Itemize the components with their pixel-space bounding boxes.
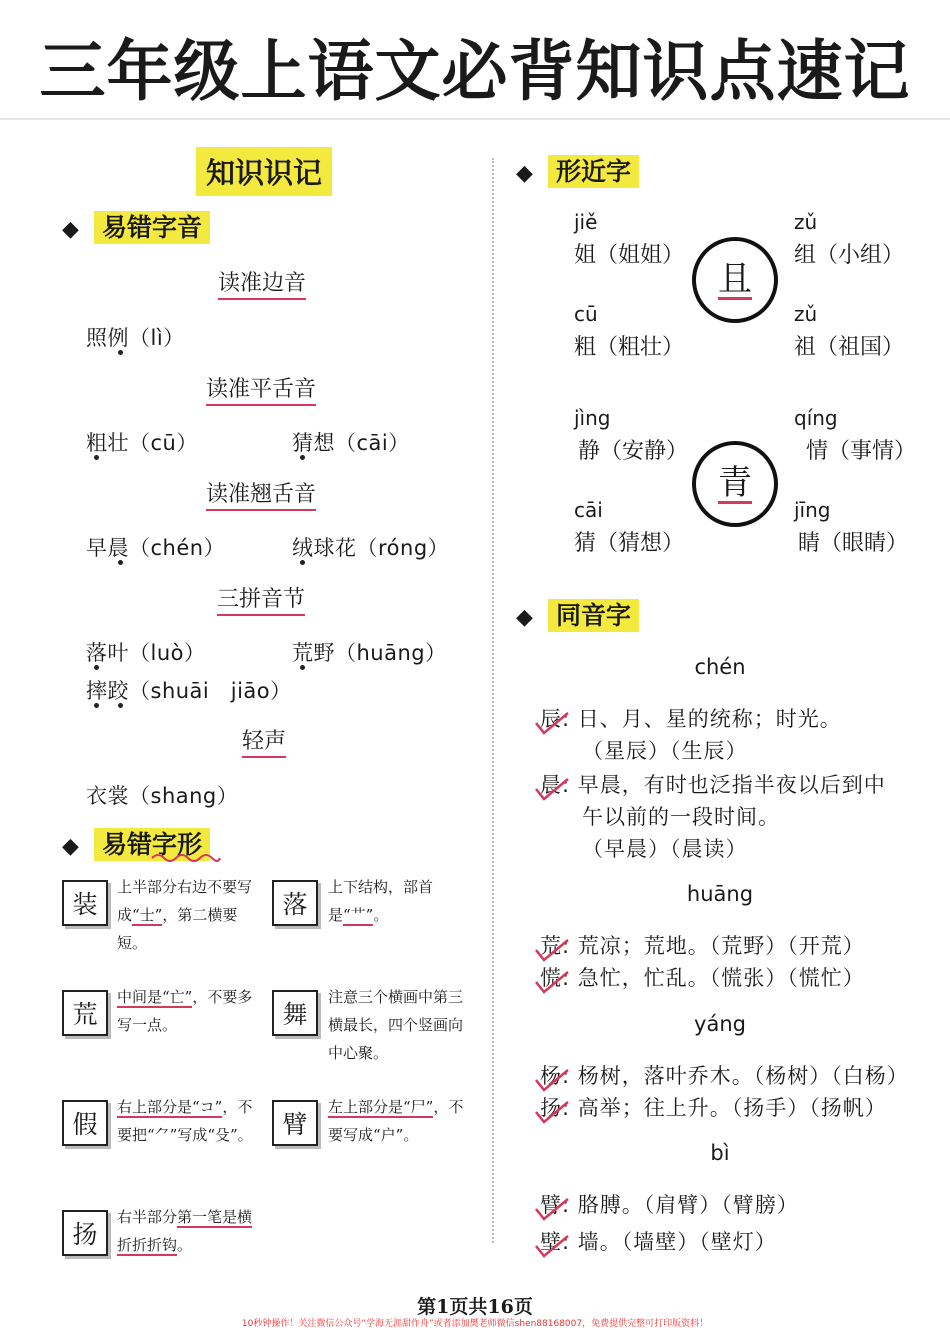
diamond-icon: ◆ [62,217,79,242]
char-box-bi: 臂 [272,1100,318,1146]
note-bi: 左上部分是“尸”，不要写成“户”。 [328,1098,464,1144]
emphasis-dot [118,703,123,708]
check-mark-icon [534,777,570,803]
similar-word: 睛（眼睛） [798,531,909,556]
homophone-char: 辰 [540,703,562,733]
check-mark-icon [534,1068,570,1094]
section-error-sound [62,208,210,244]
similar-word: 情（事情） [806,439,917,464]
word-zaochen: 早晨（chén） [86,536,226,560]
word-luoye: 落叶（luò） [86,641,206,665]
footer-promo-note: 10秒钟操作！关注微信公众号“学海无涯甜作舟”或者添加樊老师微信shen88168007，免费提供完整可打印版资料！ [241,1319,709,1329]
column-divider [492,158,494,1243]
center-char-circle: 且 [692,237,778,323]
homophone-row: 慌 : 急忙，忙乱。（慌张）（慌忙） [540,962,865,992]
homophone-pinyin: huāng [686,882,754,906]
note-huang: 中间是“亡”，不要多写一点。 [117,988,253,1034]
page-title: 三年级上语文必背知识点速记 [39,33,911,110]
homophone-char: 壁 [540,1226,562,1256]
word-rongqiu: 绒球花（róng） [292,536,450,560]
check-mark-icon [534,1234,570,1260]
char-box-wu: 舞 [272,990,318,1036]
similar-word: 姐（姐姐） [574,243,685,268]
emphasis-dot [300,455,305,460]
note-yang: 右半部分第一笔是横折折折钩。 [117,1208,253,1254]
pinyin: cū [574,302,598,326]
word-huangye: 荒野（huāng） [292,641,447,665]
pinyin: cāi [574,498,603,522]
char-box-zhuang: 装 [62,880,108,926]
sub-heading-bian: 读准边音 [218,266,306,300]
title-rule [0,118,950,120]
center-char-circle: 青 [692,441,778,527]
emphasis-dot [300,560,305,565]
homophone-pinyin: chén [694,655,746,679]
homophone-row: 壁 : 墙。（墙壁）（壁灯） [540,1226,777,1256]
note-wu: 注意三个横画中第三横最长，四个竖画向中心聚。 [328,988,464,1062]
char-box-jia: 假 [62,1100,108,1146]
word-cuzhuang: 粗壮（cū） [86,431,198,455]
homophone-def-cont: 午以前的一段时间。 [582,805,780,829]
homophone-row: 扬 : 高举；往上升。（扬手）（扬帆） [540,1092,887,1122]
homophone-char: 杨 [540,1060,562,1090]
pinyin: qíng [794,406,838,430]
knowledge-heading: 知识识记 [196,147,332,196]
homophone-char: 扬 [540,1092,562,1122]
section-label: 形近字 [548,155,639,188]
homophone-row: 辰 : 日、月、星的统称；时光。 [540,703,842,733]
homophone-pinyin: bì [710,1141,730,1165]
pinyin: jiě [574,210,598,234]
homophone-char: 臂 [540,1189,562,1219]
pinyin: zǔ [794,210,818,234]
pinyin: jīng [794,498,831,522]
section-label: 易错字音 [94,211,210,244]
note-jia: 右上部分是“コ”，不要把“⺈”写成“殳”。 [117,1098,253,1144]
diamond-icon: ◆ [516,161,533,186]
section-label: 同音字 [548,599,639,632]
check-mark-icon [534,938,570,964]
wavy-underline [150,852,222,862]
similar-word: 组（小组） [794,243,905,268]
word-zhaoli: 照例（lì） [86,326,185,350]
homophone-examples: （早晨）（晨读） [582,837,748,861]
homophone-row: 荒 : 荒凉；荒地。（荒野）（开荒） [540,930,865,960]
similar-word: 猜（猜想） [574,531,685,556]
char-box-yang: 扬 [62,1210,108,1256]
check-mark-icon [534,1100,570,1126]
homophone-char: 荒 [540,930,562,960]
emphasis-dot [300,665,305,670]
word-caixiang: 猜想（cāi） [292,431,410,455]
similar-word: 静（安静） [578,439,689,464]
diamond-icon: ◆ [516,605,533,630]
homophone-row: 臂 : 胳膊。（肩臂）（臂膀） [540,1189,799,1219]
homophone-examples: （星辰）（生辰） [582,739,748,763]
emphasis-dot [118,560,123,565]
emphasis-dot [118,350,123,355]
char-box-huang: 荒 [62,990,108,1036]
page-number: 第1页共16页 [417,1296,533,1318]
emphasis-dot [94,455,99,460]
check-mark-icon [534,970,570,996]
homophone-pinyin: yáng [694,1012,746,1036]
sub-heading-san: 三拼音节 [217,582,305,616]
word-shuaijiao: 摔跤（shuāi jiāo） [86,679,292,703]
pinyin: zǔ [794,302,818,326]
word-yishang: 衣裳（shang） [86,784,239,808]
note-luo: 上下结构，部首是“艹”。 [328,878,434,924]
diamond-icon: ◆ [62,834,79,859]
section-similar-chars [516,152,639,188]
emphasis-dot [94,665,99,670]
similar-word: 粗（粗壮） [574,335,685,360]
check-mark-icon [534,711,570,737]
sub-heading-qing: 轻声 [242,724,286,758]
section-homophones [516,596,639,632]
section-label: 易错字形 [94,828,210,861]
homophone-char: 晨 [540,769,562,799]
homophone-char: 慌 [540,962,562,992]
char-box-luo: 落 [272,880,318,926]
homophone-row: 杨 : 杨树，落叶乔木。（杨树）（白杨） [540,1060,909,1090]
sub-heading-ping: 读准平舌音 [206,372,316,406]
pinyin: jìng [574,406,611,430]
note-zhuang: 上半部分右边不要写成“士”，第二横要短。 [117,878,253,952]
similar-word: 祖（祖国） [794,335,905,360]
sub-heading-qiao: 读准翘舌音 [206,477,316,511]
homophone-row: 晨 : 早晨，有时也泛指半夜以后到中 [540,769,886,799]
check-mark-icon [534,1197,570,1223]
emphasis-dot [94,703,99,708]
